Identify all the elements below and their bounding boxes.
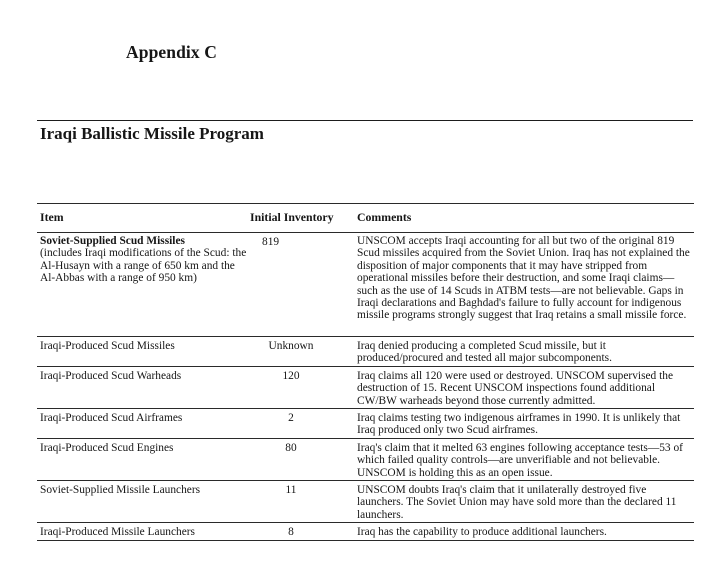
header-comments: Comments: [357, 210, 412, 224]
row-inventory: 80: [285, 441, 297, 454]
table-row: [37, 337, 694, 367]
row-inventory: 2: [288, 412, 294, 425]
table-row: [37, 481, 694, 523]
row-item: [40, 235, 250, 285]
row-item: Soviet-Supplied Missile Launchers: [40, 484, 201, 497]
row-inventory: 11: [285, 484, 297, 497]
row-item: Iraqi-Produced Scud Airframes: [40, 412, 183, 425]
header-initial-inventory: Initial Inventory: [250, 210, 334, 224]
row-comment: UNSCOM doubts Iraq's claim that it unilaterally destroyed five launchers. The Soviet Union may have sold more than the declared 11 launchers.: [357, 484, 677, 521]
row-item: Iraqi-Produced Scud Engines: [40, 441, 174, 454]
table-row: [37, 439, 694, 481]
row-comment: Iraq has the capability to produce additional launchers.: [357, 526, 607, 539]
row-inventory: 120: [282, 369, 300, 382]
row-item-title: Soviet-Supplied Scud Missiles: [40, 235, 185, 247]
row-comment: Iraq claims testing two indigenous airframes in 1990. It is unlikely that Iraq produced only two Scud airframes.: [357, 412, 681, 437]
row-comment: Iraq's claim that it melted 63 engines following acceptance tests—53 of which failed quality controls—are unverifiable and not believable. UNSCOM is holding this as an open issue.: [357, 441, 683, 479]
row-comment: UNSCOM accepts Iraqi accounting for all but two of the original 819 Scud missiles acquired from the Soviet Union. Iraq has not explained the disposition of major components that it may have stripped from operational missiles before their destruction, and some Iraqi claims—such as the use of 14 Scuds in ATBM tests—are not believable. Gaps in Iraqi declarations and Baghdad's failure to fully account for indigenous missile programs strongly suggest that Iraq retains a small missile force.: [357, 235, 690, 322]
row-inventory: Unknown: [268, 340, 314, 352]
table-row: [37, 523, 694, 540]
table-row: [37, 367, 694, 409]
title-rule: [37, 120, 693, 121]
inventory-table: [37, 203, 694, 541]
table-row: [37, 233, 694, 337]
row-inventory: 819: [262, 236, 280, 248]
row-item: Iraqi-Produced Scud Warheads: [40, 369, 182, 382]
appendix-label: Appendix C: [126, 42, 217, 62]
header-item: Item: [40, 210, 64, 224]
row-inventory: 8: [288, 526, 294, 539]
row-comment: Iraq claims all 120 were used or destroyed. UNSCOM supervised the destruction of 15. Recent UNSCOM inspections found additional CW/BW warheads beyond those currently admitted.: [357, 369, 674, 407]
page-title: Iraqi Ballistic Missile Program: [40, 124, 264, 143]
row-comment: Iraq denied producing a completed Scud missile, but it produced/procured and tested all major subcomponents.: [357, 340, 612, 365]
table-row: [37, 409, 694, 439]
row-item: Iraqi-Produced Missile Launchers: [40, 526, 195, 539]
table-header: [37, 204, 694, 233]
row-item: Iraqi-Produced Scud Missiles: [40, 340, 175, 352]
row-item-note: (includes Iraqi modifications of the Scud: the Al-Husayn with a range of 650 km and the Al-Abbas with a range of 950 km): [40, 247, 247, 285]
